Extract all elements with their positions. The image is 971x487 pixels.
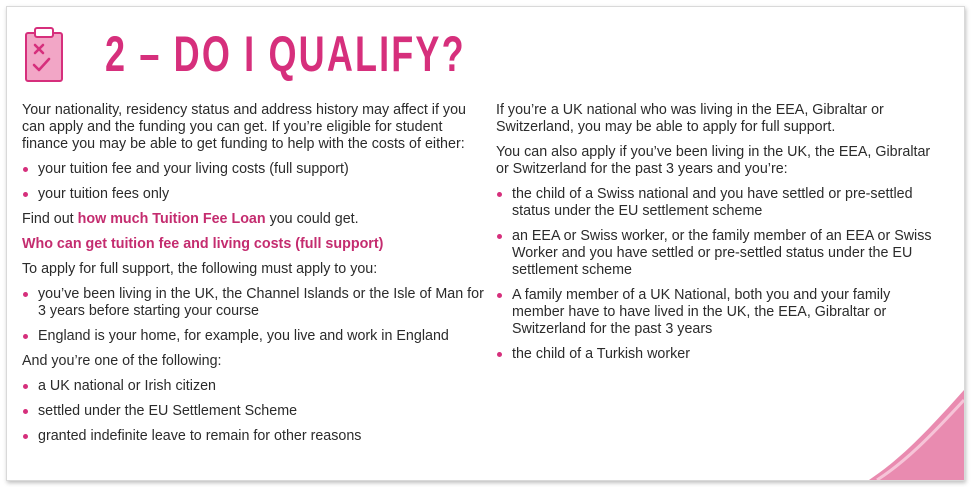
list-item: your tuition fees only	[22, 186, 484, 203]
intro-text: Your nationality, residency status and address history may affect if you can apply and the funding you can get. If you’re eligible for student finance you may be able to get funding to help with the costs of either:	[22, 102, 466, 152]
list-item: England is your home, for example, you live and work in England	[22, 328, 484, 345]
list-item: your tuition fee and your living costs (full support)	[22, 161, 484, 178]
list-item: an EEA or Swiss worker, or the family member of an EEA or Swiss Worker and you have settled or pre-settled status under the EU settlement scheme	[496, 228, 944, 279]
left-column	[22, 102, 484, 453]
right-column	[496, 102, 944, 371]
list-item: A family member of a UK National, both you and your family member have to have lived in the UK, the EEA, Gibraltar or Switzerland for the past 3 years	[496, 287, 944, 338]
checklist-icon	[22, 25, 66, 85]
one-of-list	[22, 378, 484, 445]
uk-national-eea-text: If you’re a UK national who was living in the EEA, Gibraltar or Switzerland, you may be able to apply for full support.	[496, 102, 884, 135]
list-item: the child of a Turkish worker	[496, 346, 944, 363]
find-out-prefix: Find out	[22, 211, 78, 227]
one-of-intro-text: And you’re one of the following:	[22, 353, 222, 369]
find-out-suffix: you could get.	[265, 211, 359, 227]
list-item: the child of a Swiss national and you have settled or pre-settled status under the EU settlement scheme	[496, 186, 944, 220]
list-item: settled under the EU Settlement Scheme	[22, 403, 484, 420]
tuition-fee-loan-link[interactable]: how much Tuition Fee Loan	[77, 211, 266, 227]
eligible-cases-list	[496, 186, 944, 363]
conditions-list	[22, 286, 484, 345]
list-item: you’ve been living in the UK, the Channel Islands or the Isle of Man for 3 years before starting your course	[22, 286, 484, 320]
list-item: granted indefinite leave to remain for other reasons	[22, 428, 484, 445]
list-item: a UK national or Irish citizen	[22, 378, 484, 395]
document-card	[6, 6, 965, 481]
corner-decoration	[869, 390, 964, 480]
full-support-subheading: Who can get tuition fee and living costs (full support)	[22, 236, 384, 252]
apply-intro-text: To apply for full support, the following must apply to you:	[22, 261, 378, 277]
page-title: 2 – DO I QUALIFY?	[105, 26, 466, 82]
support-options-list	[22, 161, 484, 203]
find-out-text	[22, 211, 484, 228]
also-apply-text: You can also apply if you’ve been living in the UK, the EEA, Gibraltar or Switzerland for the past 3 years and you’re:	[496, 144, 931, 177]
